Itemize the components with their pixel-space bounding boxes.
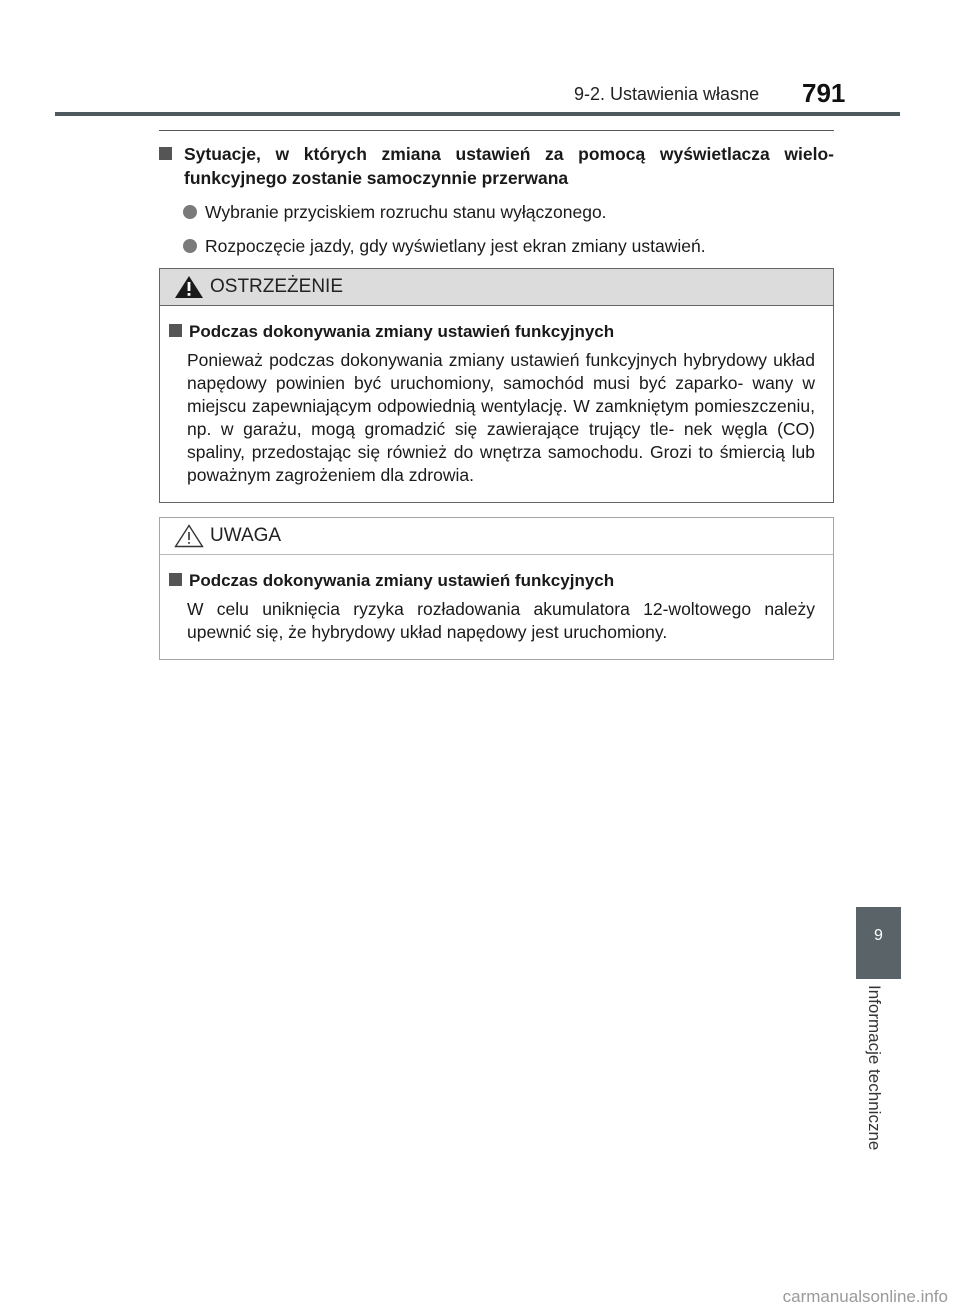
bullet-list <box>159 200 834 258</box>
chapter-tab-number: 9 <box>874 927 883 944</box>
notice-box-title: UWAGA <box>210 525 282 546</box>
list-item <box>183 234 834 258</box>
warning-box-title: OSTRZEŻENIE <box>210 276 344 297</box>
notice-box-heading <box>169 569 815 592</box>
warning-box-heading-text: Podczas dokonywania zmiany ustawień funkcyjnych <box>189 322 615 341</box>
notice-box-heading-text: Podczas dokonywania zmiany ustawień funkcyjnych <box>189 571 615 590</box>
warning-box-body <box>160 306 833 487</box>
section-heading-text: Sytuacje, w których zmiana ustawień za pomocą wyświetlacza wielo- funkcyjnego zostanie samoczynnie przerwana <box>184 144 834 188</box>
circle-bullet-icon <box>183 239 197 253</box>
header-section-title: 9-2. Ustawienia własne <box>574 84 760 104</box>
section-heading <box>159 142 834 190</box>
square-bullet-icon <box>159 147 172 160</box>
square-bullet-icon <box>169 324 182 337</box>
section-rule <box>159 130 834 131</box>
notice-box <box>159 517 834 660</box>
list-item-text: Wybranie przyciskiem rozruchu stanu wyłączonego. <box>205 202 607 222</box>
chapter-label: Informacje techniczne <box>865 985 884 1151</box>
warning-box-header <box>160 269 833 306</box>
notice-box-body <box>160 555 833 644</box>
square-bullet-icon <box>169 573 182 586</box>
list-item <box>183 200 834 224</box>
warning-triangle-icon <box>174 275 204 299</box>
watermark: carmanualsonline.info <box>782 1287 948 1306</box>
circle-bullet-icon <box>183 205 197 219</box>
caution-triangle-icon <box>174 524 204 548</box>
section <box>159 142 834 268</box>
list-item-text: Rozpoczęcie jazdy, gdy wyświetlany jest ekran zmiany ustawień. <box>205 236 706 256</box>
page-number: 791 <box>802 78 846 108</box>
header-rule <box>55 112 900 116</box>
warning-box-text: Ponieważ podczas dokonywania zmiany ustawień funkcyjnych hybrydowy układ napędowy powinien być uruchomiony, samochód musi być zaparko- wany w miejscu zapewniającym odpowiednią wentylację. W zamkniętym pomieszczeniu, np. w garażu, mogą gromadzić się zawierające trujący tle- nek węgla (CO) spaliny, przedostając się również do wnętrza samochodu. Grozi to śmiercią lub poważnym zagrożeniem dla zdrowia. <box>187 350 815 485</box>
warning-box <box>159 268 834 503</box>
warning-box-heading <box>169 320 815 343</box>
chapter-tab <box>856 907 901 979</box>
notice-box-text: W celu uniknięcia ryzyka rozładowania akumulatora 12-woltowego należy upewnić się, że hybrydowy układ napędowy jest uruchomiony. <box>187 599 815 642</box>
notice-box-header <box>160 518 833 555</box>
